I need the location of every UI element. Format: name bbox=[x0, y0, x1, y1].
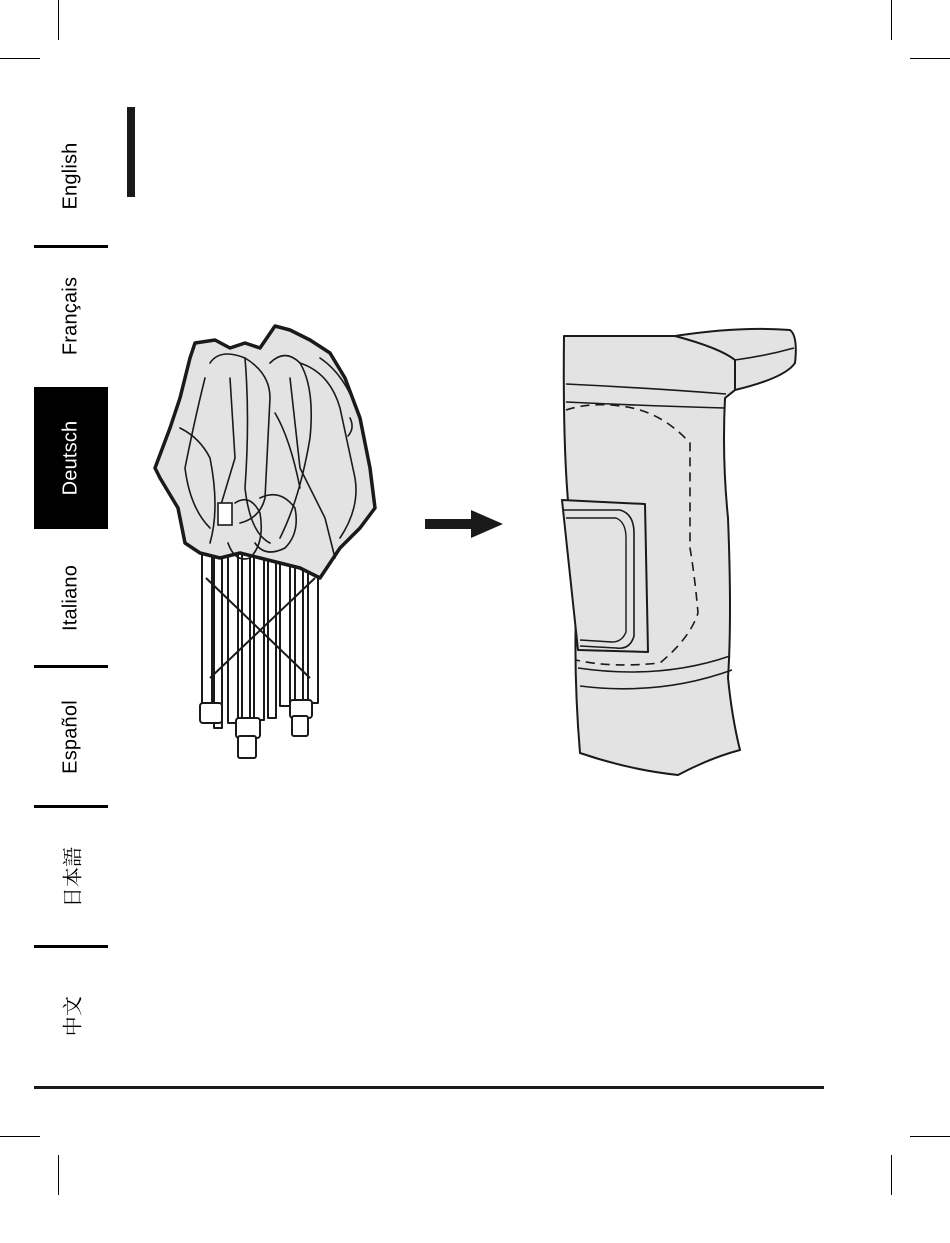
crop-mark bbox=[910, 1136, 950, 1137]
crop-mark bbox=[910, 58, 950, 59]
language-tab-espanol[interactable] bbox=[34, 668, 108, 805]
language-tab-label: 日本語 bbox=[62, 846, 85, 907]
language-tab-japanese[interactable] bbox=[34, 808, 108, 945]
language-tab-italiano[interactable] bbox=[34, 530, 108, 665]
language-tab-francais[interactable] bbox=[34, 248, 108, 384]
language-tab-label: 中文 bbox=[62, 995, 85, 1036]
page-marker bbox=[127, 107, 135, 197]
language-tab-label: Français bbox=[59, 276, 82, 356]
language-tab-label: Italiano bbox=[59, 564, 82, 631]
arrow-right-icon bbox=[425, 510, 505, 538]
language-tab-label: English bbox=[59, 142, 82, 210]
language-tab-deutsch[interactable] bbox=[34, 387, 108, 529]
crop-mark bbox=[891, 1155, 892, 1195]
folded-canopy-illustration bbox=[150, 318, 382, 770]
footer-rule bbox=[34, 1086, 824, 1089]
crop-mark bbox=[0, 1136, 40, 1137]
carry-bag-illustration bbox=[550, 318, 805, 780]
language-tab-label: Español bbox=[59, 699, 82, 774]
crop-mark bbox=[58, 0, 59, 40]
crop-mark bbox=[58, 1155, 59, 1195]
crop-mark bbox=[0, 58, 40, 59]
language-tab-chinese[interactable] bbox=[34, 948, 108, 1083]
language-tab-english[interactable] bbox=[34, 108, 108, 244]
language-tab-label: Deutsch bbox=[59, 420, 82, 496]
crop-mark bbox=[891, 0, 892, 40]
